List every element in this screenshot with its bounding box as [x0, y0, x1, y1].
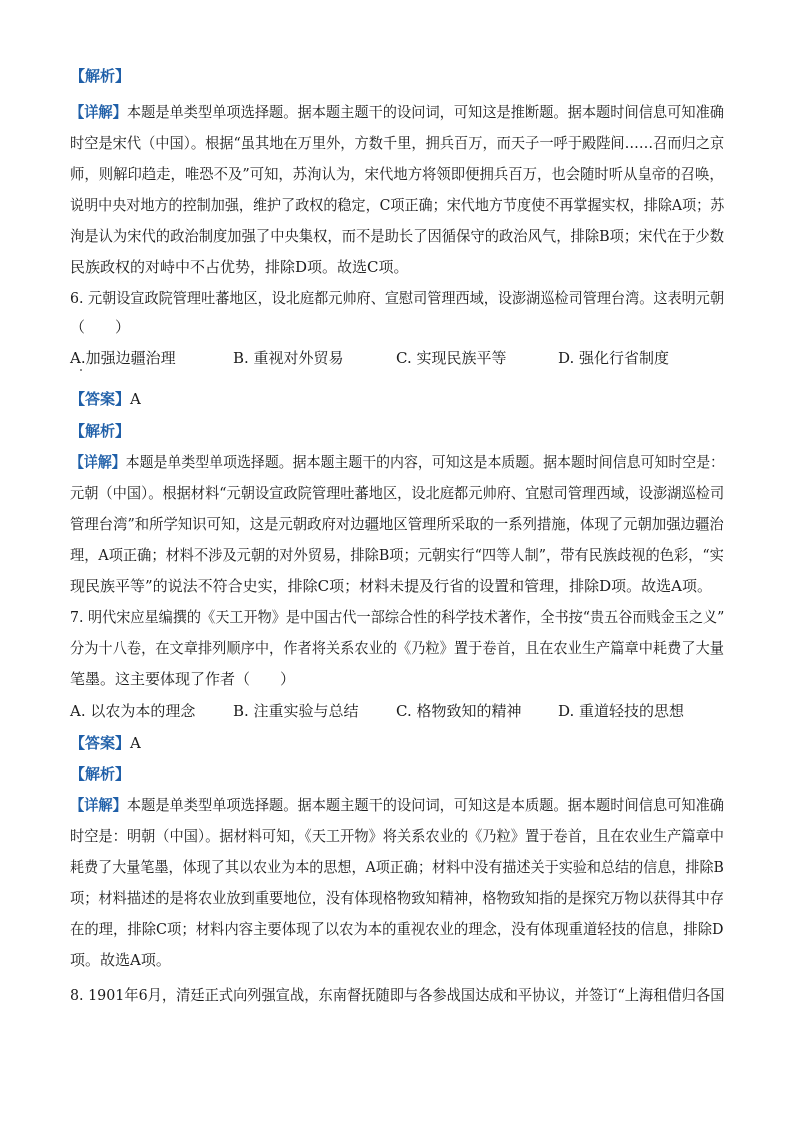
question-7-answer	[70, 733, 141, 753]
detail-line: 洵是认为宋代的政治制度加强了中央集权，而不是助长了因循保守的政治风气，排除B项；宋代在于少数	[70, 227, 725, 245]
question-7-stem: 7. 明代宋应星编撰的《天工开物》是中国古代一部综合性的科学技术著作，全书按“贵五谷而贱金玉之义”	[70, 608, 725, 626]
question-7-option-b: B. 注重实验与总结	[233, 702, 359, 720]
detail-text: 本题是单类型单项选择题。据本题主题干的设问词，可知这是本质题。据本题时间信息可知准确	[126, 796, 725, 814]
detail-line: 时空是：明朝（中国）。据材料可知，《天工开物》将关系农业的《乃粒》置于卷首，且在农业生产篇章中	[70, 827, 725, 845]
detail-text: 本题是单类型单项选择题。据本题主题干的设问词，可知这是推断题。据本题时间信息可知准确	[126, 103, 725, 121]
detail-line: 说明中央对地方的控制加强，维护了政权的稳定，C项正确；宋代地方节度使不再掌握实权，排除A项；苏	[70, 196, 725, 214]
detail-line: 在的理，排除C项；材料内容主要体现了以农为本的重视农业的理念，没有体现重道轻技的信息，排除D	[70, 920, 724, 938]
analysis-heading: 【解析】	[70, 67, 131, 85]
analysis-heading: 【解析】	[70, 765, 131, 783]
answer-tag: 【答案】	[70, 734, 131, 752]
detail-line	[70, 102, 724, 122]
question-7-option-d: D. 重道轻技的思想	[558, 702, 685, 720]
question-6-answer	[70, 389, 141, 409]
question-6-option-a: A.加强边疆治理	[70, 349, 176, 367]
question-6-option-c: C. 实现民族平等	[396, 349, 507, 367]
detail-line	[70, 795, 724, 815]
detail-tag: 【详解】	[70, 103, 127, 121]
question-7-option-a: A. 以农为本的理念	[70, 702, 196, 720]
answer-value: A	[130, 734, 141, 752]
detail-line	[70, 452, 724, 472]
detail-line: 理，A项正确；材料不涉及元朝的对外贸易，排除B项；元朝实行“四等人制”，带有民族歧视的色彩，“实	[70, 546, 724, 564]
question-8-stem: 8. 1901年6月，清廷正式向列强宣战，东南督抚随即与各参战国达成和平协议，并签订“上海租借归各国	[70, 986, 725, 1004]
detail-line: 现民族平等”的说法不符合史实，排除C项；材料未提及行省的设置和管理，排除D项。故选A项。	[70, 577, 713, 595]
question-7-option-c: C. 格物致知的精神	[396, 702, 522, 720]
stray-dot	[80, 369, 82, 371]
question-6-blank: （ ）	[70, 318, 131, 336]
detail-line: 民族政权的对峙中不占优势，排除D项。故选C项。	[70, 258, 409, 276]
detail-line: 项；材料描述的是将农业放到重要地位，没有体现格物致知精神，格物致知指的是探究万物以获得其中存	[70, 889, 725, 907]
question-6-option-d: D. 强化行省制度	[558, 349, 670, 367]
question-6-option-b: B. 重视对外贸易	[233, 349, 344, 367]
answer-tag: 【答案】	[70, 390, 131, 408]
analysis-heading: 【解析】	[70, 422, 131, 440]
detail-tag: 【详解】	[70, 796, 127, 814]
detail-line: 时空是宋代（中国）。根据“虽其地在万里外，方数千里，拥兵百万，而天子一呼于殿陛间……召而归之京	[70, 134, 725, 152]
detail-line: 管理台湾”和所学知识可知，这是元朝政府对边疆地区管理所采取的一系列措施，体现了元朝加强边疆治	[70, 515, 724, 533]
question-7-stem: 分为十八卷，在文章排列顺序中，作者将关系农业的《乃粒》置于卷首，且在农业生产篇章中耗费了大量	[70, 639, 725, 657]
detail-line: 师，则解印趋走，唯恐不及”可知，苏洵认为，宋代地方将领即便拥兵百万，也会随时听从皇帝的召唤，	[70, 165, 724, 183]
detail-line: 项。故选A项。	[70, 951, 171, 969]
detail-line: 耗费了大量笔墨，体现了其以农业为本的思想，A项正确；材料中没有描述关于实验和总结的信息，排除B	[70, 858, 724, 876]
answer-value: A	[130, 390, 141, 408]
detail-tag: 【详解】	[70, 453, 126, 471]
detail-line: 元朝（中国）。根据材料“元朝设宣政院管理吐蕃地区，设北庭都元帅府、宜慰司管理西域，设澎湖巡检司	[70, 484, 725, 502]
detail-text: 本题是单类型单项选择题。据本题主题干的内容，可知这是本质题。据本题时间信息可知时空是：	[125, 453, 725, 471]
question-7-stem: 笔墨。这主要体现了作者（ ）	[70, 670, 296, 688]
question-6-stem: 6. 元朝设宣政院管理吐蕃地区，设北庭都元帅府、宣慰司管理西域，设澎湖巡检司管理台湾。这表明元朝	[70, 289, 725, 307]
